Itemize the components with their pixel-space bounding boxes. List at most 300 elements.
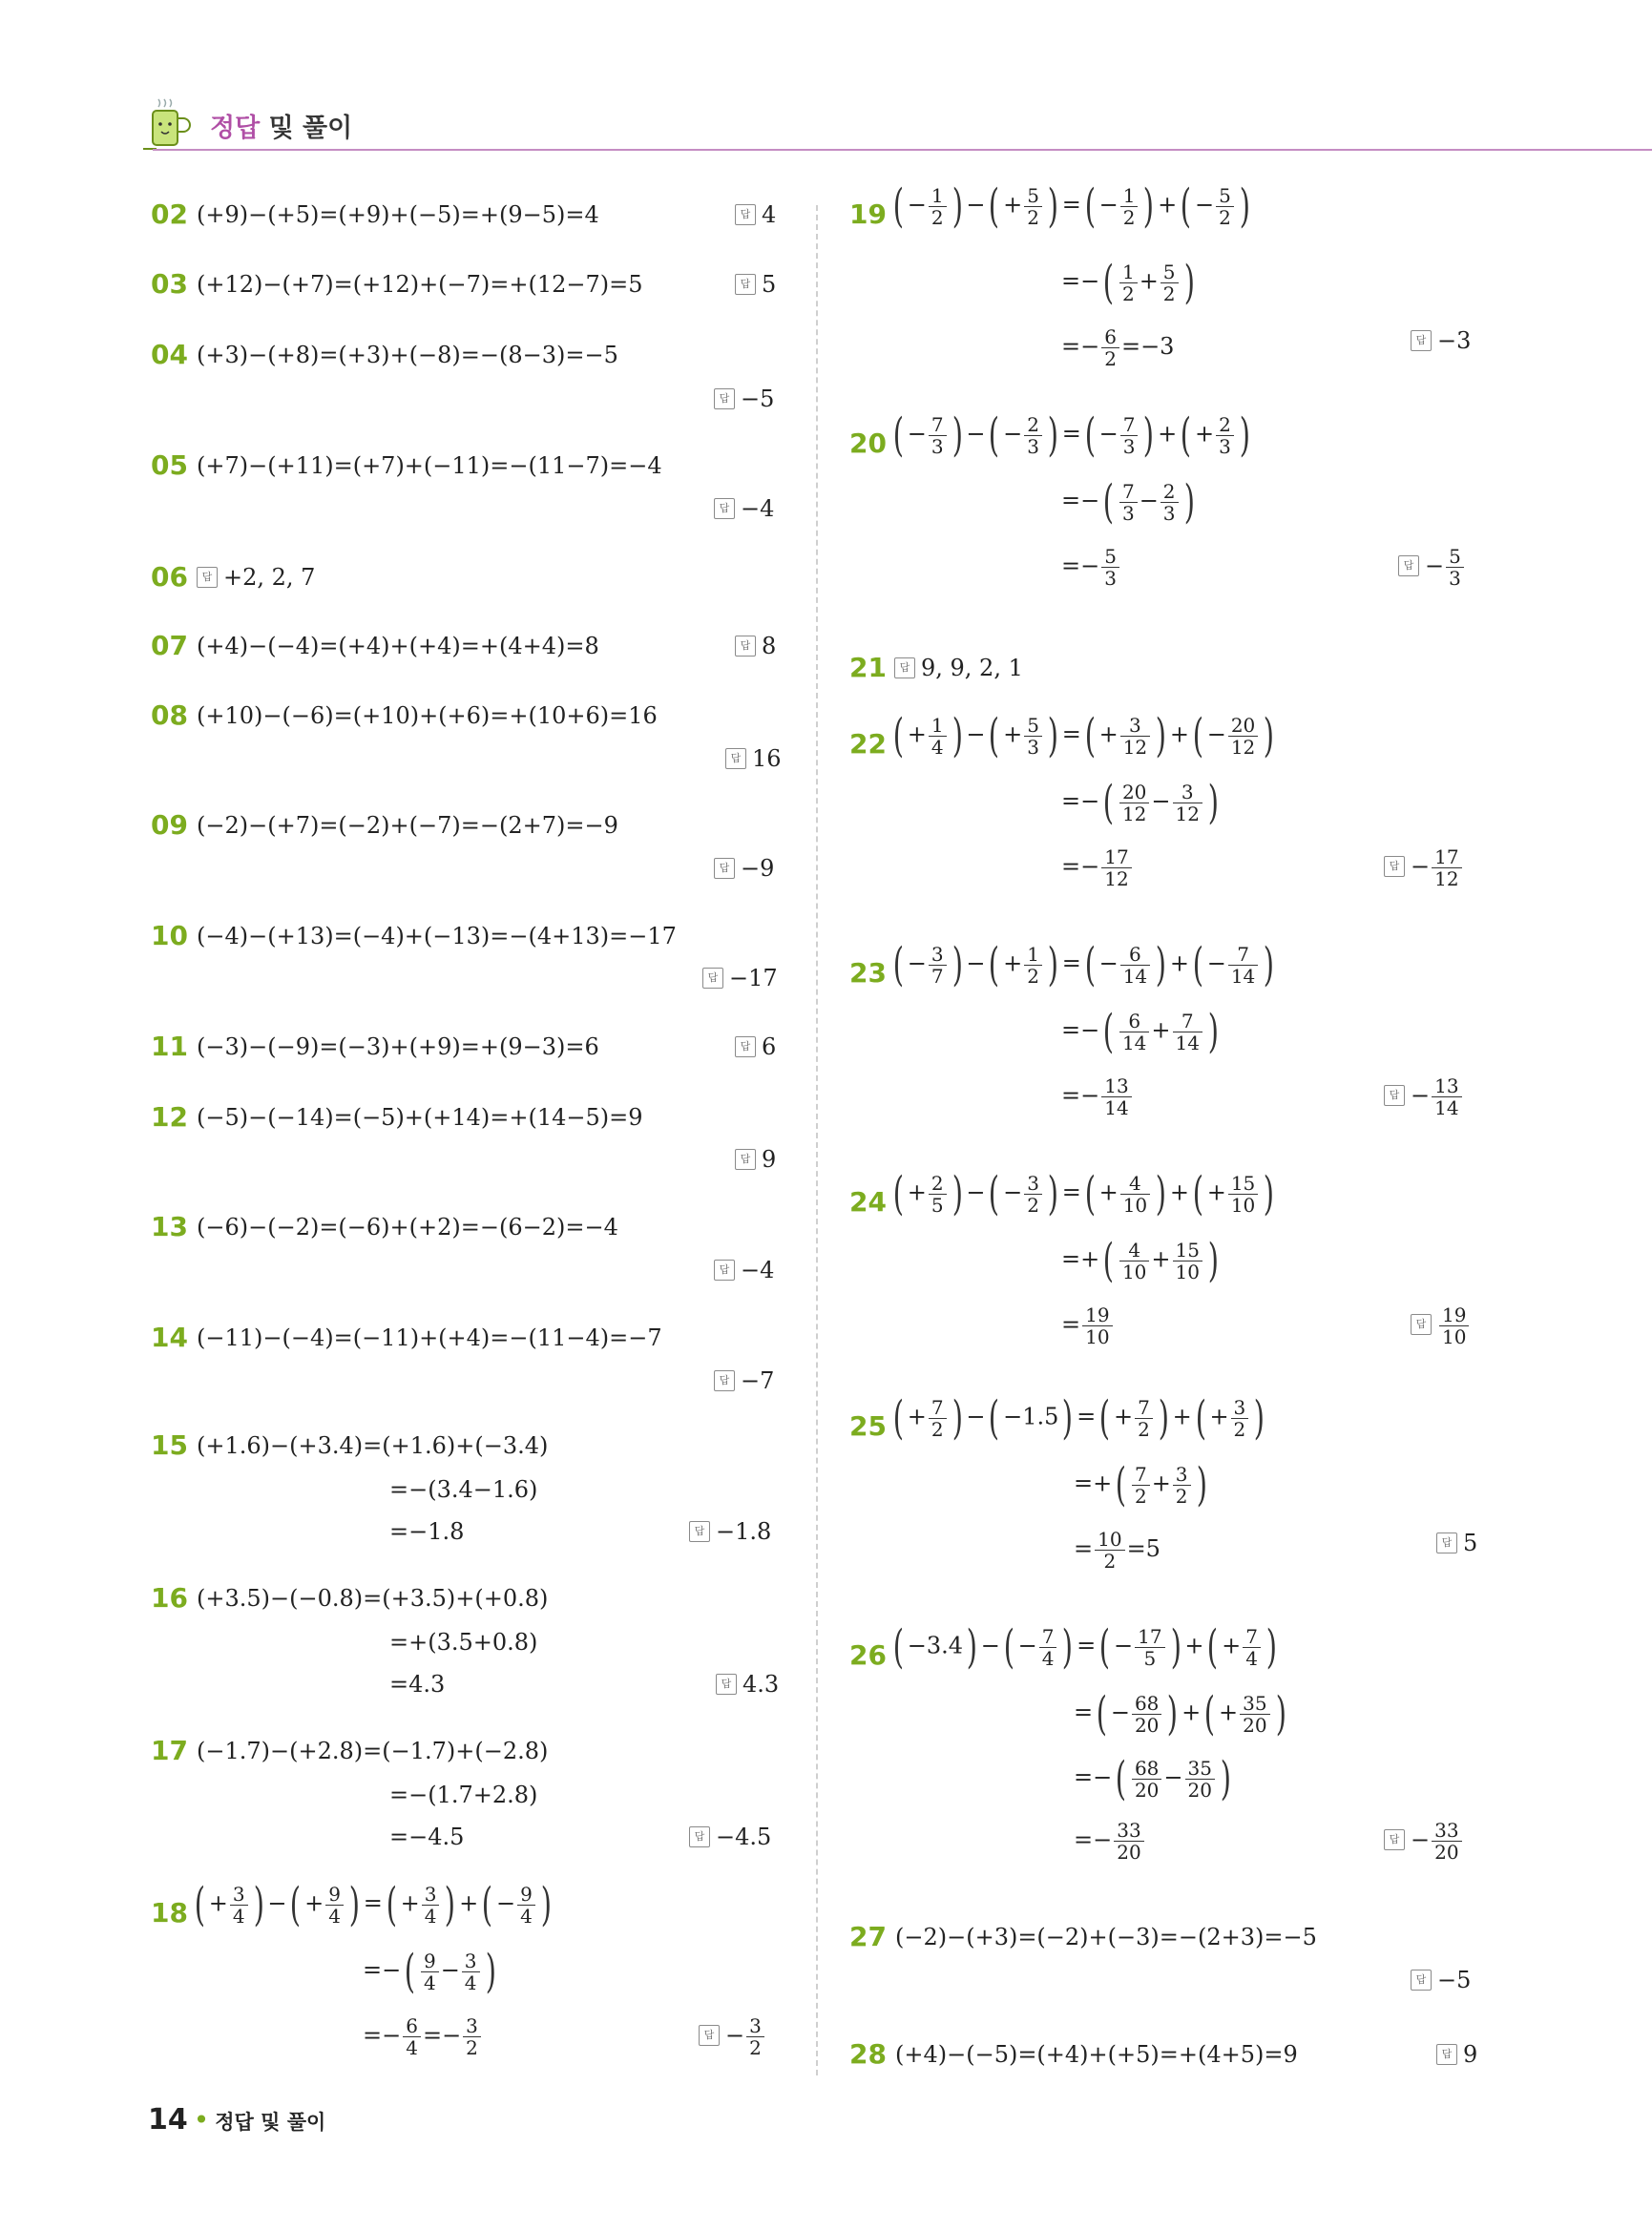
answer-badge-icon: 답: [894, 657, 915, 678]
answer-badge-icon: 답: [1436, 1533, 1457, 1553]
fraction: [1119, 1011, 1149, 1053]
expr-text: −: [966, 1403, 986, 1430]
footer-bullet-icon: •: [193, 2104, 210, 2136]
solution-line: [1061, 1005, 1223, 1058]
fraction: [1161, 481, 1179, 524]
header-title-part1: 정답: [210, 114, 261, 143]
close-paren: ): [1239, 179, 1250, 233]
fraction: [1120, 944, 1150, 987]
expr-text: −: [725, 2022, 745, 2049]
fraction: [230, 1884, 248, 1927]
denominator: 4: [1041, 1646, 1055, 1670]
denominator: 20: [1134, 1778, 1160, 1802]
solution-line: [889, 1620, 1281, 1674]
open-paren: (: [989, 709, 1000, 762]
expr-text: −: [966, 949, 986, 977]
fraction: [1120, 715, 1150, 758]
numerator: 3: [230, 1884, 248, 1906]
fraction: [325, 1884, 344, 1927]
expr-text: +: [1003, 191, 1023, 219]
fraction: [1446, 546, 1464, 589]
denominator: 12: [1175, 802, 1200, 825]
expr-text: −: [1425, 553, 1445, 579]
problem-number: 12: [151, 1101, 188, 1133]
expr-text: =: [1061, 420, 1081, 448]
numerator: 6: [1120, 944, 1150, 966]
close-paren: ): [1155, 938, 1167, 991]
numerator: 3: [1024, 1173, 1042, 1195]
denominator: 3: [931, 434, 944, 458]
answer-value: 6: [762, 1033, 777, 1060]
problem-number: 18: [151, 1897, 188, 1929]
answer: [735, 632, 776, 660]
open-paren: (: [1181, 179, 1192, 233]
denominator: 3: [1121, 501, 1135, 525]
fraction: [1231, 1397, 1249, 1440]
numerator: 3: [1173, 782, 1202, 803]
expr-text: −: [1139, 487, 1159, 514]
expr-text: =−: [1061, 333, 1100, 360]
open-paren: (: [892, 1167, 904, 1220]
numerator: 5: [1024, 185, 1042, 207]
fraction: [1114, 1820, 1143, 1863]
expr-text: −3.4: [907, 1632, 964, 1659]
answer-badge-icon: 답: [725, 748, 746, 769]
numerator: 3: [746, 2015, 764, 2037]
expr-text: +: [304, 1889, 324, 1917]
fraction: [929, 1173, 947, 1216]
answer: [716, 1670, 779, 1699]
close-paren: ): [1265, 1620, 1277, 1674]
solution-line: (+4)−(−5)=(+4)+(+5)=+(4+5)=9: [895, 2041, 1298, 2068]
close-paren: ): [1047, 709, 1058, 762]
fraction: [929, 1397, 947, 1440]
expr-text: −: [966, 420, 986, 448]
open-paren: (: [290, 1878, 302, 1931]
solution-line: [363, 1945, 499, 1998]
open-paren: (: [482, 1878, 493, 1931]
close-paren: ): [1239, 408, 1250, 462]
fraction: [1119, 481, 1138, 524]
numerator: 3: [929, 944, 947, 966]
solution-line: [1074, 1752, 1235, 1805]
fraction: [1432, 846, 1461, 889]
answer: [735, 270, 776, 299]
solution-line: (+3)−(+8)=(+3)+(−8)=−(8−3)=−5: [197, 342, 618, 368]
numerator: 33: [1432, 1820, 1461, 1842]
denominator: 4: [232, 1904, 245, 1928]
fraction: [403, 2015, 421, 2058]
numerator: 7: [929, 414, 947, 436]
expr-text: −: [1003, 1178, 1023, 1206]
answer-badge-icon: 답: [735, 204, 756, 225]
answer-badge-icon: 답: [1384, 1085, 1405, 1106]
answer: [1384, 1820, 1464, 1863]
denominator: 10: [1121, 1260, 1147, 1283]
fraction: [929, 944, 947, 987]
answer-badge-icon: 답: [689, 1521, 710, 1542]
denominator: 4: [931, 735, 944, 759]
open-paren: (: [1099, 1620, 1111, 1674]
problem-number: 06: [151, 561, 188, 593]
fraction: [1024, 414, 1042, 457]
problem-number: 16: [151, 1582, 188, 1614]
denominator: 2: [1104, 347, 1117, 370]
numerator: 35: [1240, 1693, 1269, 1715]
fraction: [1439, 1304, 1469, 1347]
problem-number: 11: [151, 1031, 188, 1062]
open-paren: (: [1192, 1167, 1203, 1220]
open-paren: (: [1207, 1620, 1219, 1674]
close-paren: ): [1047, 408, 1058, 462]
fraction: [1120, 414, 1139, 457]
solution-line: (−5)−(−14)=(−5)+(+14)=+(14−5)=9: [197, 1104, 643, 1131]
fraction: [1132, 1693, 1161, 1736]
answer: [1436, 1529, 1477, 1557]
page-header: [143, 95, 1652, 153]
expr-text: +: [459, 1889, 479, 1917]
numerator: 7: [1119, 481, 1138, 503]
open-paren: (: [1096, 1687, 1108, 1741]
fraction: [746, 2015, 764, 2058]
fraction: [422, 1884, 440, 1927]
solution-line: (−3)−(−9)=(−3)+(+9)=+(9−3)=6: [197, 1033, 599, 1060]
expr-text: −: [1098, 191, 1119, 219]
open-paren: (: [1084, 179, 1096, 233]
problem-number: 20: [849, 427, 887, 459]
answer: [1398, 546, 1466, 589]
open-paren: (: [892, 408, 904, 462]
solution-line: (+1.6)−(+3.4)=(+1.6)+(−3.4): [197, 1432, 549, 1459]
expr-text: =: [363, 1889, 383, 1917]
numerator: 19: [1439, 1304, 1469, 1326]
answer-value: −7: [741, 1367, 775, 1394]
answer-value: −5: [1437, 1967, 1472, 1993]
numerator: 19: [1082, 1304, 1112, 1326]
open-paren: (: [1099, 1391, 1111, 1445]
expr-text: −: [1206, 720, 1226, 748]
close-paren: ): [951, 709, 963, 762]
numerator: 2: [1024, 414, 1042, 436]
problem-number: 27: [849, 1921, 887, 1952]
denominator: 3: [1219, 434, 1231, 458]
numerator: 1: [1024, 944, 1042, 966]
expr-text: −: [907, 191, 927, 219]
fraction: [1119, 782, 1149, 824]
expr-text: −: [980, 1632, 1000, 1659]
fraction: [1216, 185, 1234, 228]
denominator: 2: [1122, 205, 1136, 229]
expr-text: =5: [1126, 1535, 1161, 1562]
expr-text: +: [1169, 949, 1189, 977]
answer-value: 4: [762, 201, 777, 228]
open-paren: (: [1102, 256, 1115, 309]
page-footer: [148, 2103, 325, 2137]
answer: [1384, 846, 1464, 889]
problem-number: 08: [151, 699, 188, 731]
answer-badge-icon: 답: [714, 498, 735, 519]
close-paren: ): [1155, 709, 1167, 762]
expr-text: +: [1098, 1178, 1119, 1206]
problem-number: 15: [151, 1429, 188, 1461]
denominator: 10: [1122, 1193, 1148, 1217]
problem-number: 04: [151, 339, 188, 370]
expr-text: −: [1110, 1699, 1130, 1726]
expr-text: +: [1151, 1245, 1171, 1273]
answer-badge-icon: 답: [1384, 1829, 1405, 1850]
answer-badge-icon: 답: [1436, 2044, 1457, 2065]
close-paren: ): [951, 1391, 963, 1445]
page-header-title: [210, 107, 352, 144]
numerator: 1: [1120, 185, 1139, 207]
fraction: [1101, 546, 1119, 589]
denominator: 20: [1243, 1713, 1267, 1737]
close-paren: ): [1155, 1167, 1167, 1220]
expr-text: =−: [1074, 1763, 1113, 1791]
answer-badge-icon: 답: [1411, 330, 1432, 351]
expr-text: +: [1209, 1403, 1229, 1430]
expr-text: +: [1139, 267, 1159, 295]
fraction: [1095, 1529, 1124, 1572]
solution-line: =−(1.7+2.8): [389, 1782, 538, 1808]
fraction: [1135, 1626, 1164, 1669]
denominator: 14: [1104, 1096, 1129, 1119]
problem-number: 02: [151, 198, 188, 230]
close-paren: ): [348, 1878, 360, 1931]
expr-text: =: [1074, 1535, 1094, 1562]
numerator: 10: [1095, 1529, 1124, 1551]
fraction: [929, 715, 947, 758]
open-paren: (: [1203, 1687, 1216, 1741]
numerator: 9: [421, 1950, 439, 1972]
fraction: [1173, 1240, 1202, 1282]
denominator: 3: [1122, 434, 1136, 458]
close-paren: ): [1047, 179, 1058, 233]
numerator: 17: [1101, 846, 1131, 868]
solution-line: [1061, 846, 1134, 889]
fraction: [1024, 1173, 1042, 1216]
numerator: 1: [1119, 261, 1138, 283]
answer-badge-icon: 답: [1411, 1970, 1432, 1991]
numerator: 3: [1231, 1397, 1249, 1419]
numerator: 5: [1161, 261, 1179, 283]
fraction: [1173, 1464, 1191, 1507]
numerator: 4: [1119, 1240, 1149, 1261]
answer-value: 9, 9, 2, 1: [921, 655, 1023, 681]
answer-badge-icon: 답: [689, 1826, 710, 1847]
answer: [725, 744, 782, 773]
expr-text: =−: [1061, 267, 1100, 295]
fraction: [462, 1950, 480, 1993]
answer-value: −4: [741, 1257, 775, 1283]
expr-text: +: [1184, 1632, 1204, 1659]
expr-text: +: [1218, 1699, 1239, 1726]
expr-text: 5: [1463, 1530, 1478, 1556]
answer-value: 9: [1463, 2041, 1478, 2068]
close-paren: ): [1170, 1620, 1181, 1674]
denominator: 12: [1104, 867, 1129, 890]
denominator: 20: [1434, 1841, 1459, 1864]
numerator: 13: [1432, 1075, 1461, 1097]
solution-line: [1061, 1304, 1115, 1347]
answer: [714, 494, 774, 523]
denominator: 2: [1027, 1193, 1039, 1217]
answer: [702, 964, 778, 992]
answer-badge-icon: 답: [714, 1260, 735, 1281]
fraction: [1173, 1011, 1202, 1053]
expr-text: +: [1158, 191, 1178, 219]
denominator: 2: [1162, 281, 1176, 305]
fraction: [1173, 782, 1202, 824]
denominator: 2: [749, 2036, 762, 2059]
close-paren: ): [1196, 1458, 1207, 1512]
fraction: [517, 1884, 535, 1927]
denominator: 4: [424, 1904, 437, 1928]
close-paren: ): [1275, 1687, 1286, 1741]
fraction: [1120, 185, 1139, 228]
expr-text: +: [400, 1889, 420, 1917]
fraction: [1161, 261, 1179, 304]
solution-line: [1061, 776, 1223, 829]
open-paren: (: [386, 1878, 397, 1931]
answer: [1384, 1075, 1464, 1118]
answer-badge-icon: 답: [735, 636, 756, 657]
denominator: 2: [1103, 1550, 1117, 1573]
expr-text: =−: [1074, 1826, 1113, 1853]
open-paren: (: [1102, 776, 1115, 829]
solution-line: [1061, 546, 1121, 589]
numerator: 6: [1119, 1011, 1149, 1032]
answer: [1436, 2040, 1477, 2069]
answer-badge-icon: 답: [1384, 856, 1405, 877]
solution-line: (+3.5)−(−0.8)=(+3.5)+(+0.8): [197, 1585, 549, 1612]
expr-text: −: [1098, 949, 1119, 977]
numerator: 20: [1228, 715, 1258, 737]
denominator: 2: [1138, 1417, 1150, 1441]
answer-value: 5: [762, 271, 777, 298]
answer: [1411, 326, 1471, 355]
solution-line: (+10)−(−6)=(+10)+(+6)=+(10+6)=16: [197, 702, 658, 729]
expr-text: −: [907, 949, 927, 977]
expr-text: =−: [1061, 487, 1100, 514]
open-paren: (: [404, 1945, 416, 1998]
open-paren: (: [1084, 408, 1096, 462]
denominator: 2: [466, 2036, 478, 2059]
close-paren: ): [1207, 1005, 1219, 1058]
expr-text: −: [1195, 191, 1215, 219]
solution-line: [889, 709, 1278, 762]
expr-text: =: [1074, 1699, 1094, 1726]
fraction: [1185, 1758, 1215, 1801]
expr-text: =: [1061, 1178, 1081, 1206]
answer-badge-icon: 답: [716, 1674, 737, 1695]
problem-number: 22: [849, 728, 887, 760]
close-paren: ): [1207, 1234, 1219, 1287]
mug-icon: [143, 95, 200, 153]
denominator: 20: [1187, 1778, 1212, 1802]
denominator: 2: [1027, 205, 1039, 229]
problem-number: 09: [151, 809, 188, 841]
header-title-part2: 및 풀이: [268, 114, 353, 143]
close-paren: ): [951, 1167, 963, 1220]
fraction: [1228, 715, 1258, 758]
open-paren: (: [989, 938, 1000, 991]
answer-value: −4: [741, 495, 775, 522]
solution-line: [889, 179, 1254, 233]
expr-text: −: [907, 420, 927, 448]
expr-text: −: [1114, 1632, 1134, 1659]
denominator: 14: [1230, 964, 1256, 988]
open-paren: (: [194, 1878, 205, 1931]
expr-text: +: [1151, 1470, 1171, 1497]
denominator: 2: [1027, 964, 1039, 988]
answer: [714, 385, 774, 413]
close-paren: ): [951, 179, 963, 233]
expr-text: −: [1411, 1082, 1431, 1109]
page-number: 14: [148, 2103, 188, 2137]
answer: [714, 1366, 774, 1395]
answer: [1411, 1304, 1471, 1347]
answer-badge-icon: 답: [735, 1036, 756, 1057]
expr-text: −: [440, 1956, 460, 1984]
denominator: 2: [1219, 205, 1231, 229]
answer: [894, 654, 1023, 682]
solution-line: [889, 938, 1278, 991]
answer-value: 8: [762, 633, 777, 659]
problem-number: 19: [849, 198, 887, 230]
close-paren: ): [1220, 1752, 1231, 1805]
expr-text: −: [966, 1178, 986, 1206]
problem-number: 05: [151, 449, 188, 481]
expr-text: −: [496, 1889, 516, 1917]
expr-text: −: [1206, 949, 1226, 977]
numerator: 35: [1185, 1758, 1215, 1780]
problem-number: 10: [151, 920, 188, 951]
numerator: 6: [1101, 326, 1119, 348]
fraction: [1039, 1626, 1057, 1669]
close-paren: ): [1143, 179, 1155, 233]
denominator: 2: [1121, 281, 1135, 305]
numerator: 7: [1039, 1626, 1057, 1648]
expr-text: +: [1195, 420, 1215, 448]
expr-text: −: [1411, 853, 1431, 880]
answer: [699, 2015, 766, 2058]
fraction: [1119, 1240, 1149, 1282]
numerator: 5: [1024, 715, 1042, 737]
close-paren: ): [1264, 709, 1275, 762]
problem-number: 28: [849, 2038, 887, 2070]
solution-line: =−1.8: [389, 1518, 465, 1545]
fraction: [1132, 1464, 1150, 1507]
denominator: 3: [1162, 501, 1176, 525]
denominator: 7: [931, 964, 944, 988]
denominator: 2: [1233, 1417, 1246, 1441]
numerator: 5: [1216, 185, 1234, 207]
answer-badge-icon: 답: [1398, 555, 1419, 576]
close-paren: ): [1207, 776, 1219, 829]
answer: [197, 563, 315, 592]
solution-line: [1074, 1458, 1210, 1512]
fraction: [421, 1950, 439, 1993]
close-paren: ): [1167, 1687, 1179, 1741]
problem-number: 14: [151, 1322, 188, 1353]
solution-line: [1061, 1075, 1134, 1118]
open-paren: (: [1115, 1752, 1127, 1805]
fraction: [1228, 944, 1258, 987]
fraction: [1243, 1626, 1261, 1669]
numerator: 33: [1114, 1820, 1143, 1842]
expr-text: =: [1061, 1311, 1081, 1338]
